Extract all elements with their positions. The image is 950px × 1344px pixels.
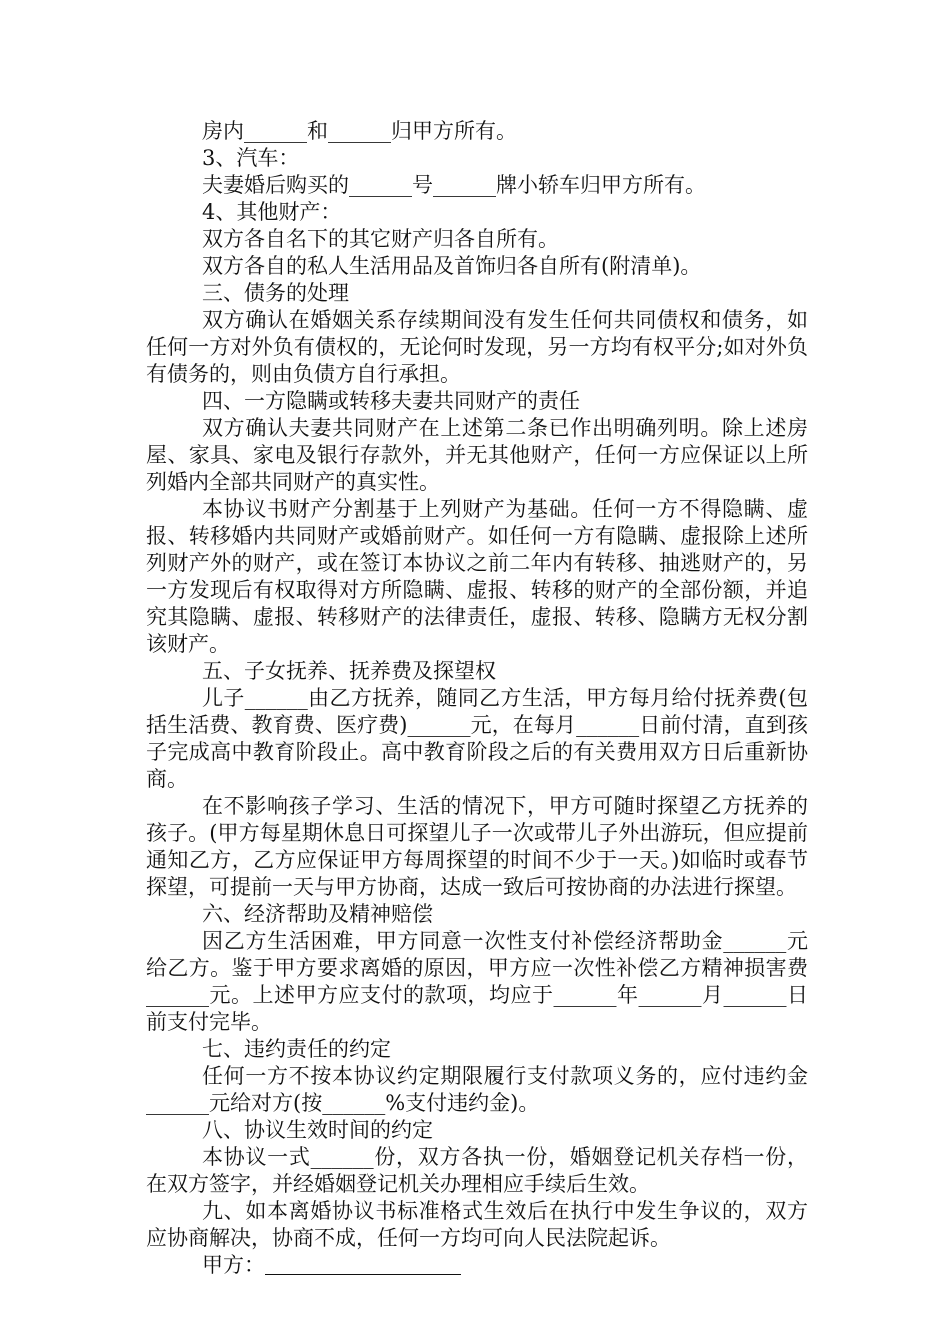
paragraph-visitation: 在不影响孩子学习、生活的情况下，甲方可随时探望乙方抚养的孩子。(甲方每星期休息日可探望儿子一次或带儿子外出游玩，但应提前通知乙方，乙方应保证甲方每周探望的时间不少于一天。)如临时或春节探望，可提前一天与甲方协商，达成一致后可按协商的办法进行探望。 [146,794,808,899]
paragraph-dispute: 九、如本离婚协议书标准格式生效后在执行中发生争议的，双方应协商解决，协商不成，任何一方均可向人民法院起诉。 [146,1199,808,1250]
heading-concealment: 四、一方隐瞒或转移夫妻共同财产的责任 [202,389,580,413]
paragraph-compensation: 因乙方生活困难，甲方同意一次性支付补偿经济帮助金______元给乙方。鉴于甲方要求离婚的原因，甲方应一次性补偿乙方精神损害费______元。上述甲方应支付的款项，均应于______年______月______日前支付完毕。 [146,929,808,1034]
signature-line[interactable] [265,1256,461,1275]
paragraph-personal-items: 双方各自的私人生活用品及首饰归各自所有(附清单)。 [202,254,702,278]
paragraph-concealment-2: 本协议书财产分割基于上列财产为基础。任何一方不得隐瞒、虚报、转移婚内共同财产或婚前财产。如任何一方有隐瞒、虚报除上述所列财产外的财产，或在签订本协议之前二年内有转移、抽逃财产的，另一方发现后有权取得对方所隐瞒、虚报、转移的财产的全部份额，并追究其隐瞒、虚报、转移财产的法律责任，虚报、转移、隐瞒方无权分割该财产。 [146,497,808,656]
heading-car: 3、汽车： [202,146,300,170]
paragraph-child-support: 儿子______由乙方抚养，随同乙方生活，甲方每月给付抚养费(包括生活费、教育费、医疗费)______元，在每月______日前付清，直到孩子完成高中教育阶段止。高中教育阶段之后的有关费用双方日后重新协商。 [146,686,808,791]
paragraph-other-property: 双方各自名下的其它财产归各自所有。 [202,227,559,251]
heading-effective: 八、协议生效时间的约定 [202,1118,433,1142]
paragraph-debt: 双方确认在婚姻关系存续期间没有发生任何共同债权和债务，如任何一方对外负有债权的，无论何时发现，另一方均有权平分;如对外负有债务的，则由负债方自行承担。 [146,308,808,386]
heading-debt: 三、债务的处理 [202,281,349,305]
paragraph-house-items: 房内______和______归甲方所有。 [202,119,517,143]
heading-other-property: 4、其他财产： [202,200,342,224]
paragraph-effective: 本协议一式______份，双方各执一份，婚姻登记机关存档一份，在双方签字，并经婚姻登记机关办理相应手续后生效。 [146,1145,808,1196]
heading-breach: 七、违约责任的约定 [202,1037,391,1061]
document-body [146,118,808,1279]
paragraph-car: 夫妻婚后购买的______号______牌小轿车归甲方所有。 [202,173,706,197]
heading-compensation: 六、经济帮助及精神赔偿 [202,902,433,926]
paragraph-concealment-1: 双方确认夫妻共同财产在上述第二条已作出明确列明。除上述房屋、家具、家电及银行存款外，并无其他财产，任何一方应保证以上所列婚内全部共同财产的真实性。 [146,416,808,494]
paragraph-breach: 任何一方不按本协议约定期限履行支付款项义务的，应付违约金______元给对方(按______%支付违约金)。 [146,1064,808,1115]
signature-party-a [146,1252,808,1279]
heading-child-support: 五、子女抚养、抚养费及探望权 [202,659,496,683]
signature-label: 甲方： [202,1253,265,1277]
